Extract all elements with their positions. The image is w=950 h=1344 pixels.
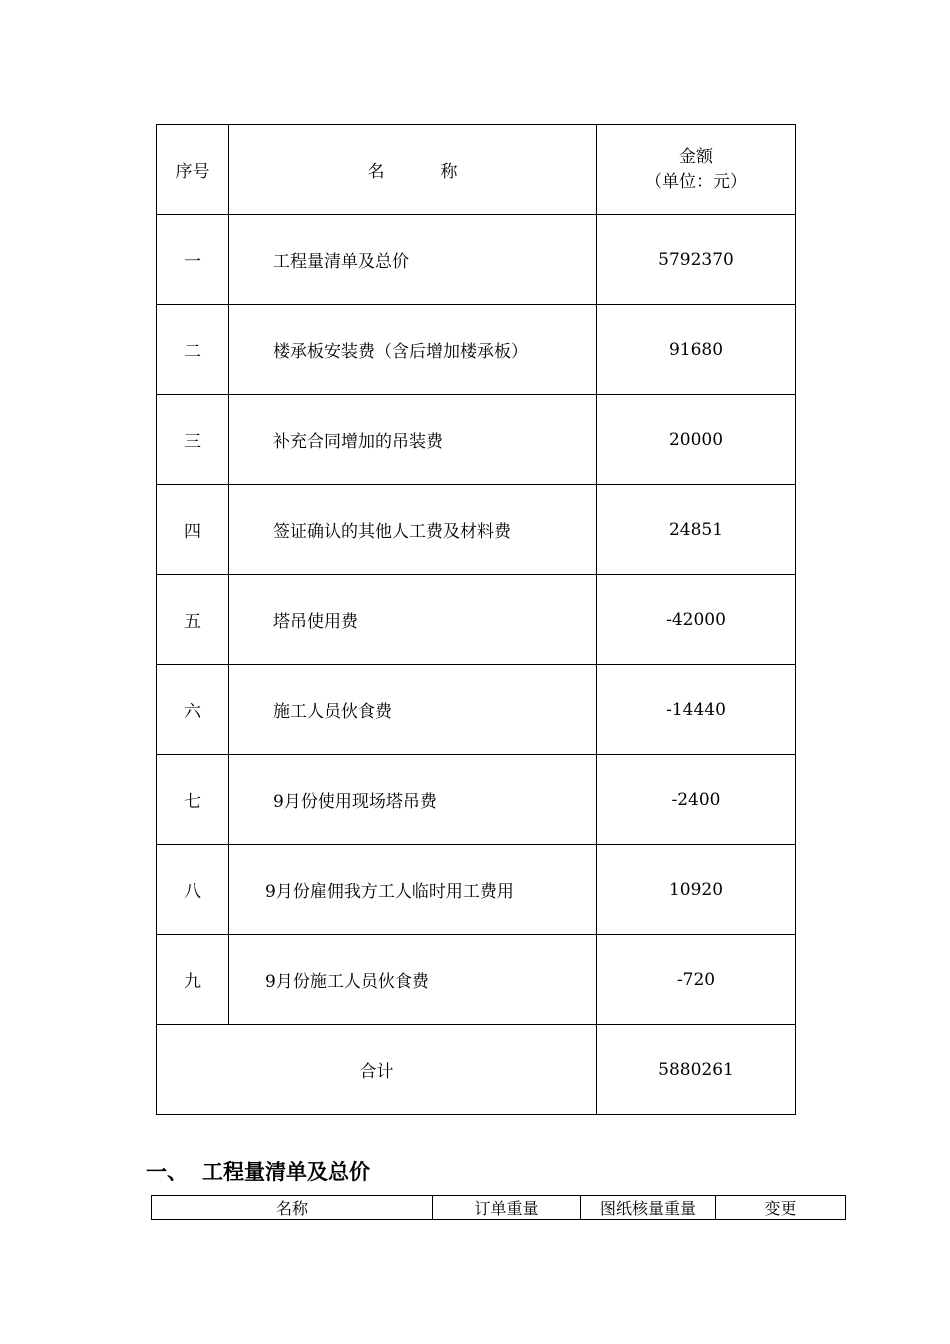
row-no: 三 <box>157 395 229 485</box>
table-row <box>157 755 796 845</box>
row-name: 补充合同增加的吊装费 <box>229 395 597 485</box>
detail-header-name: 名称 <box>152 1196 433 1220</box>
row-amount: 10920 <box>597 845 796 935</box>
header-name-part2: 称 <box>440 162 458 182</box>
table-row <box>157 215 796 305</box>
row-name: 9月份使用现场塔吊费 <box>229 755 597 845</box>
detail-table <box>151 1195 846 1220</box>
header-amount-line1: 金额 <box>679 146 713 167</box>
total-amount: 5880261 <box>597 1025 796 1115</box>
row-no: 四 <box>157 485 229 575</box>
row-no: 二 <box>157 305 229 395</box>
row-amount: -2400 <box>597 755 796 845</box>
row-name: 9月份施工人员伙食费 <box>229 935 597 1025</box>
row-amount: -14440 <box>597 665 796 755</box>
row-name: 施工人员伙食费 <box>229 665 597 755</box>
table-row <box>157 485 796 575</box>
table-row <box>157 665 796 755</box>
table-row <box>157 935 796 1025</box>
row-amount: -42000 <box>597 575 796 665</box>
section-title: 工程量清单及总价 <box>202 1160 370 1184</box>
detail-header-row <box>152 1196 846 1220</box>
row-no: 九 <box>157 935 229 1025</box>
header-name <box>229 125 597 215</box>
summary-table <box>156 124 796 1115</box>
table-row <box>157 575 796 665</box>
summary-header-row <box>157 125 796 215</box>
row-no: 六 <box>157 665 229 755</box>
table-row <box>157 305 796 395</box>
row-name: 楼承板安装费（含后增加楼承板） <box>229 305 597 395</box>
row-name: 9月份雇佣我方工人临时用工费用 <box>229 845 597 935</box>
total-row <box>157 1025 796 1115</box>
row-no: 五 <box>157 575 229 665</box>
detail-header-change: 变更 <box>716 1196 846 1220</box>
section-heading <box>146 1156 370 1186</box>
header-amount <box>597 125 796 215</box>
row-amount: -720 <box>597 935 796 1025</box>
header-amount-line2: （单位：元） <box>645 171 747 192</box>
table-row <box>157 395 796 485</box>
row-name: 工程量清单及总价 <box>229 215 597 305</box>
total-label: 合计 <box>157 1025 597 1115</box>
row-no: 八 <box>157 845 229 935</box>
header-no: 序号 <box>157 125 229 215</box>
row-no: 一 <box>157 215 229 305</box>
row-amount: 24851 <box>597 485 796 575</box>
row-name: 塔吊使用费 <box>229 575 597 665</box>
row-name: 签证确认的其他人工费及材料费 <box>229 485 597 575</box>
row-no: 七 <box>157 755 229 845</box>
row-amount: 91680 <box>597 305 796 395</box>
header-name-part1: 名 <box>367 162 385 182</box>
section-number: 一、 <box>146 1160 188 1184</box>
row-amount: 5792370 <box>597 215 796 305</box>
detail-header-drawing-weight: 图纸核量重量 <box>581 1196 716 1220</box>
row-amount: 20000 <box>597 395 796 485</box>
detail-header-order-weight: 订单重量 <box>433 1196 581 1220</box>
table-row <box>157 845 796 935</box>
